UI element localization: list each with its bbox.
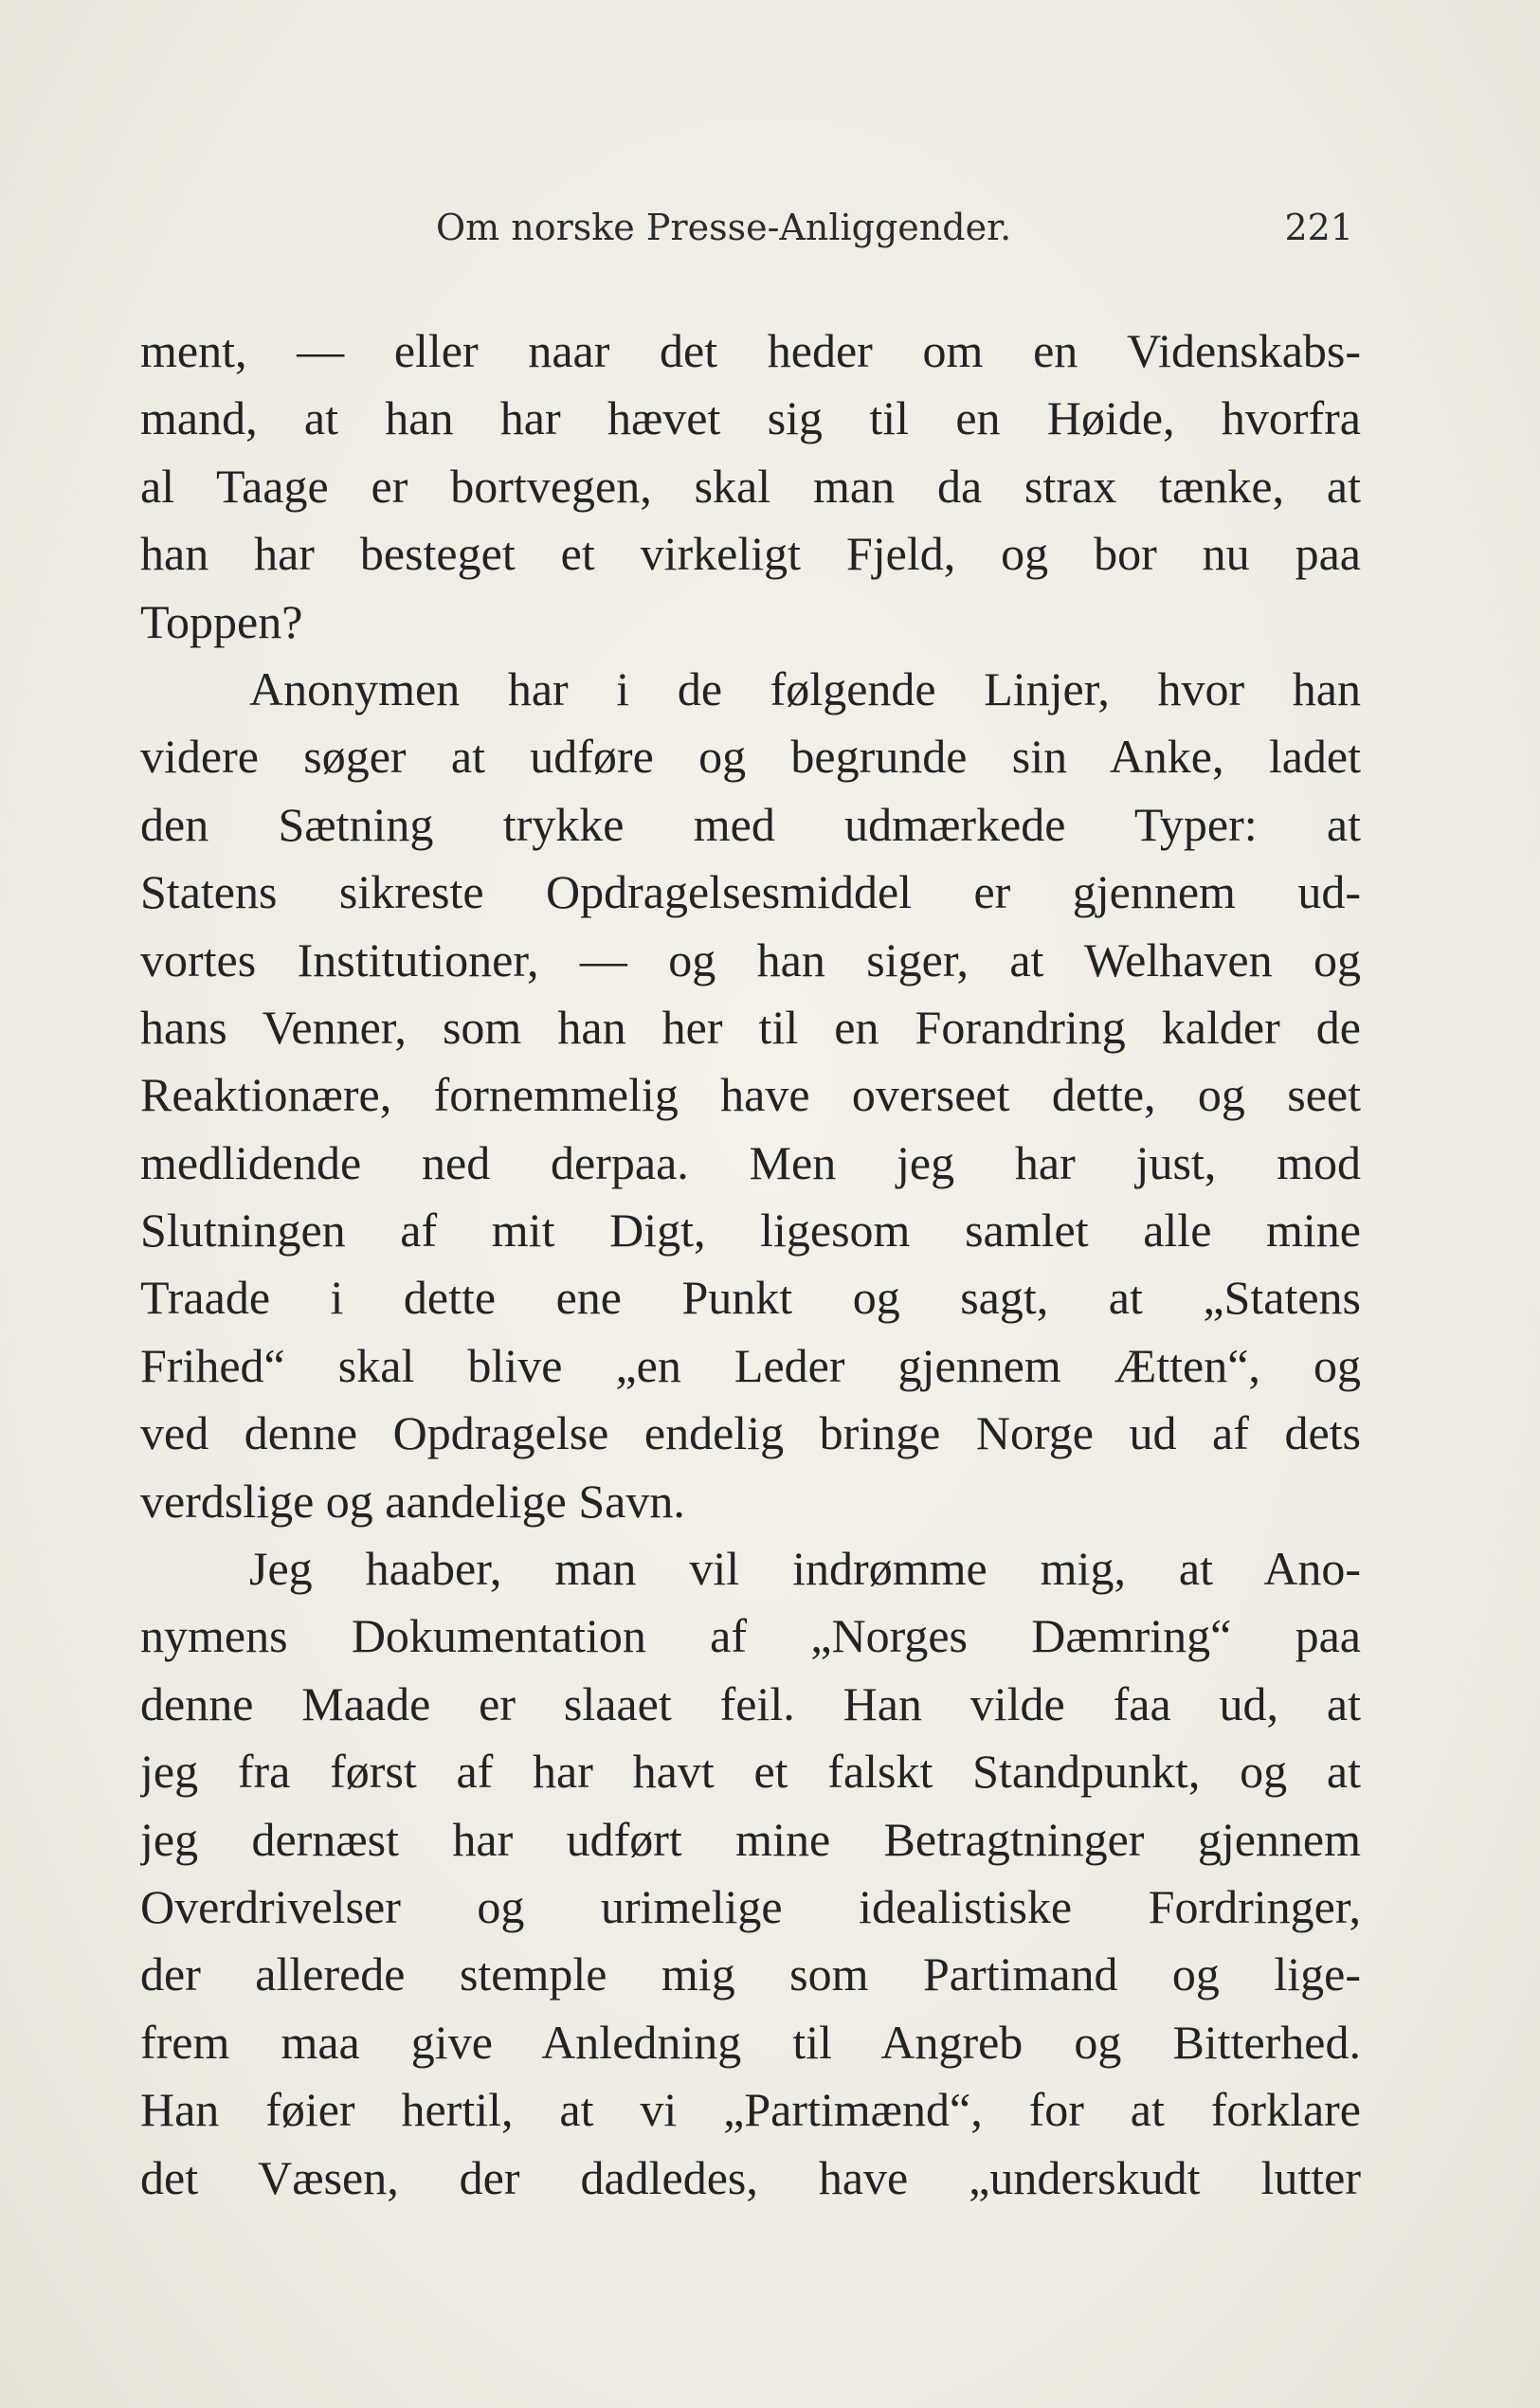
text-line: jeg dernæst har udført mine Betragtninger gjennem [140,1812,1361,1866]
text-line: videre søger at udføre og begrunde sin Anke, ladet [140,730,1361,784]
body-text [140,317,1361,2212]
running-title: Om norske Presse-Anliggender. [436,207,1012,248]
text-line: denne Maade er slaaet feil. Han vilde faa ud, at [140,1676,1361,1730]
text-line: Slutningen af mit Digt, ligesom samlet alle mine [140,1204,1361,1258]
text-line: nymens Dokumentation af „Norges Dæmring“ paa [140,1609,1361,1663]
text-line: det Væsen, der dadledes, have „underskudt lutter [140,2150,1361,2204]
text-line: Toppen? [140,594,303,648]
running-head [140,201,1353,258]
text-line: der allerede stemple mig som Partimand og lige- [140,1947,1361,2001]
page-number: 221 [1284,207,1353,248]
text-line: al Taage er bortvegen, skal man da strax tænke, at [140,459,1361,513]
text-line: Reaktionære, fornemmelig have overseet dette, og seet [140,1068,1361,1122]
text-line: Frihed“ skal blive „en Leder gjennem Ætten“, og [140,1338,1361,1392]
text-line: Traade i dette ene Punkt og sagt, at „Statens [140,1271,1361,1325]
text-line: Overdrivelser og urimelige idealistiske Fordringer, [140,1879,1361,1933]
text-line: hans Venner, som han her til en Forandring kalder de [140,1000,1361,1054]
text-line: verdslige og aandelige Savn. [140,1474,685,1528]
text-line: Anonymen har i de følgende Linjer, hvor han [249,661,1361,715]
text-line: medlidende ned derpaa. Men jeg har just, mod [140,1135,1361,1189]
text-line: ment, — eller naar det heder om en Videnskabs- [140,324,1361,377]
text-line: ved denne Opdragelse endelig bringe Norge ud af dets [140,1406,1361,1460]
text-line: vortes Institutioner, — og han siger, at Welhaven og [140,932,1361,987]
text-line: den Sætning trykke med udmærkede Typer: at [140,797,1361,851]
text-line: jeg fra først af har havt et falskt Standpunkt, og at [140,1745,1361,1799]
text-line: Han føier hertil, at vi „Partimænd“, for at forklare [140,2083,1361,2137]
text-line: han har besteget et virkeligt Fjeld, og bor nu paa [140,527,1361,581]
text-line: frem maa give Anledning til Angreb og Bitterhed. [140,2015,1361,2069]
text-line: Jeg haaber, man vil indrømme mig, at Ano- [249,1542,1361,1596]
text-line: mand, at han har hævet sig til en Høide, hvorfra [140,391,1361,445]
text-line: Statens sikreste Opdragelsesmiddel er gjennem ud- [140,865,1361,919]
